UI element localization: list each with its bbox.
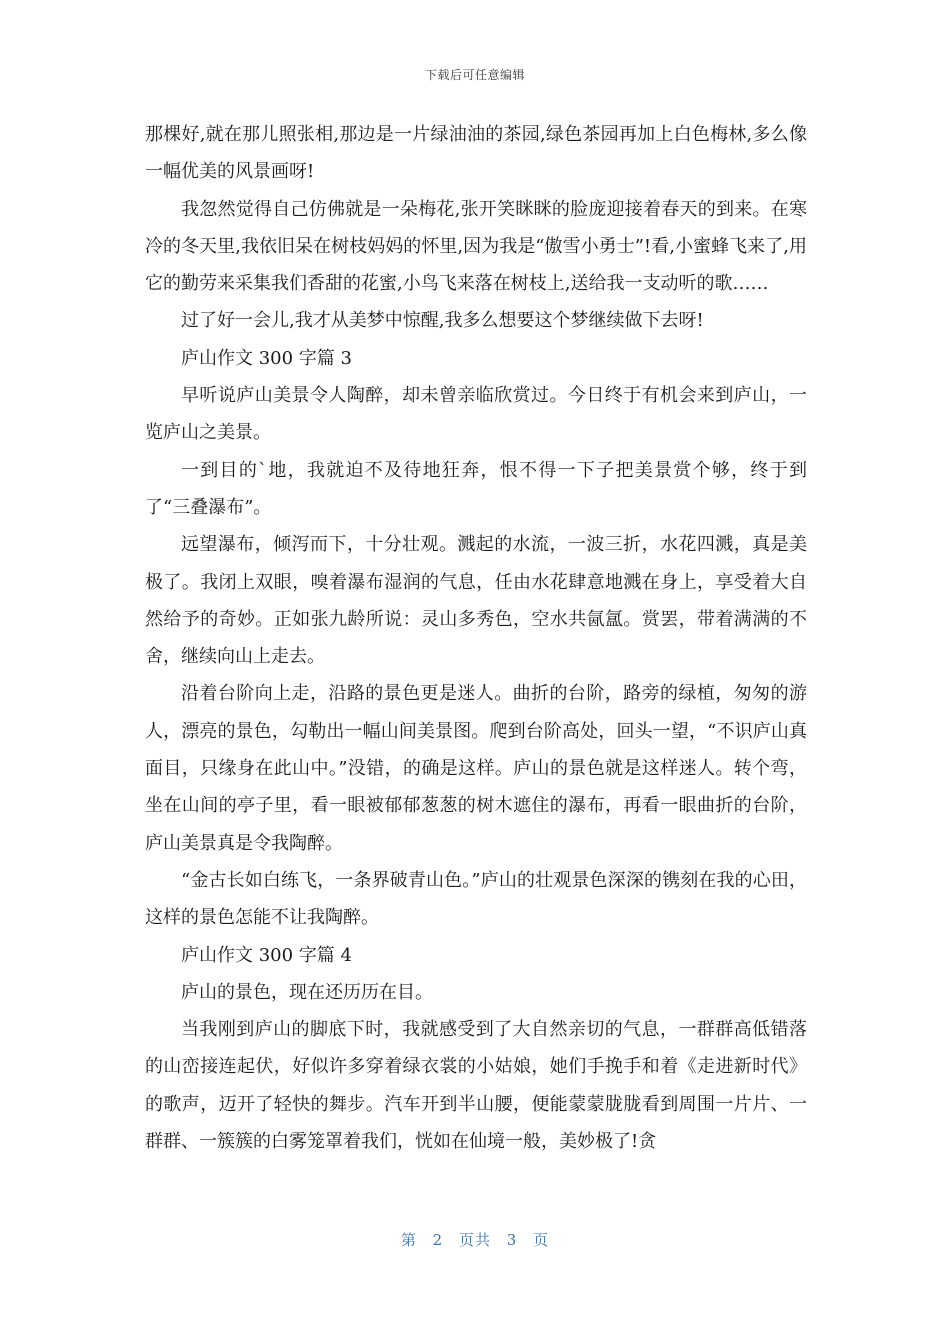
section-heading: 庐山作文 300 字篇 4 bbox=[181, 944, 352, 966]
paragraph: 当我刚到庐山的脚底下时，我就感受到了大自然亲切的气息，一群群高低错落的山峦接连起伏，好似许多穿着绿衣裳的小姑娘，她们手挽手和着《走进新时代》的歌声，迈开了轻快的舞步。汽车开到半山腰，便能蒙蒙胧胧看到周围一片片、一群群、一簇簇的白雾笼罩着我们，恍如在仙境一般，美妙极了!贪 bbox=[145, 1019, 807, 1153]
document-body bbox=[145, 116, 807, 1160]
page-number-footer: 第 2 页共 3 页 bbox=[400, 1231, 550, 1249]
paragraph: 过了好一会儿,我才从美梦中惊醒,我多么想要这个梦继续做下去呀! bbox=[181, 310, 704, 332]
paragraph: 沿着台阶向上走，沿路的景色更是迷人。曲折的台阶，路旁的绿植，匆匆的游人，漂亮的景色，勾勒出一幅山间美景图。爬到台阶高处，回头一望，“不识庐山真面目，只缘身在此山中。”没错，的确是这样。庐山的景色就是这样迷人。转个弯，坐在山间的亭子里，看一眼被郁郁葱葱的树木遮住的瀑布，再看一眼曲折的台阶，庐山美景真是令我陶醉。 bbox=[145, 683, 807, 854]
section-heading: 庐山作文 300 字篇 3 bbox=[181, 347, 352, 369]
page-header: 下载后可任意编辑 bbox=[424, 68, 525, 82]
paragraph: 一到目的`地，我就迫不及待地狂奔，恨不得一下子把美景赏个够，终于到了“三叠瀑布”。 bbox=[145, 459, 807, 518]
paragraph: 早听说庐山美景令人陶醉，却未曾亲临欣赏过。今日终于有机会来到庐山，一览庐山之美景。 bbox=[145, 385, 807, 444]
paragraph: 远望瀑布，倾泻而下，十分壮观。溅起的水流，一波三折，水花四溅，真是美极了。我闭上双眼，嗅着瀑布湿润的气息，任由水花肆意地溅在身上，享受着大自然给予的奇妙。正如张九龄所说：灵山多秀色，空水共氤氲。赏罢，带着满满的不舍，继续向山上走去。 bbox=[145, 534, 807, 668]
paragraph: “金古长如白练飞，一条界破青山色。”庐山的壮观景色深深的镌刻在我的心田，这样的景色怎能不让我陶醉。 bbox=[145, 869, 807, 929]
paragraph: 庐山的景色，现在还历历在目。 bbox=[181, 981, 433, 1003]
paragraph: 那棵好,就在那儿照张相,那边是一片绿油油的茶园,绿色茶园再加上白色梅林,多么像一幅优美的风景画呀! bbox=[145, 124, 807, 183]
paragraph: 我忽然觉得自己仿佛就是一朵梅花,张开笑眯眯的脸庞迎接着春天的到来。在寒冷的冬天里,我依旧呆在树枝妈妈的怀里,因为我是“傲雪小勇士”!看,小蜜蜂飞来了,用它的勤劳来采集我们香甜的花蜜,小鸟飞来落在树枝上,送给我一支动听的歌…… bbox=[145, 198, 807, 295]
